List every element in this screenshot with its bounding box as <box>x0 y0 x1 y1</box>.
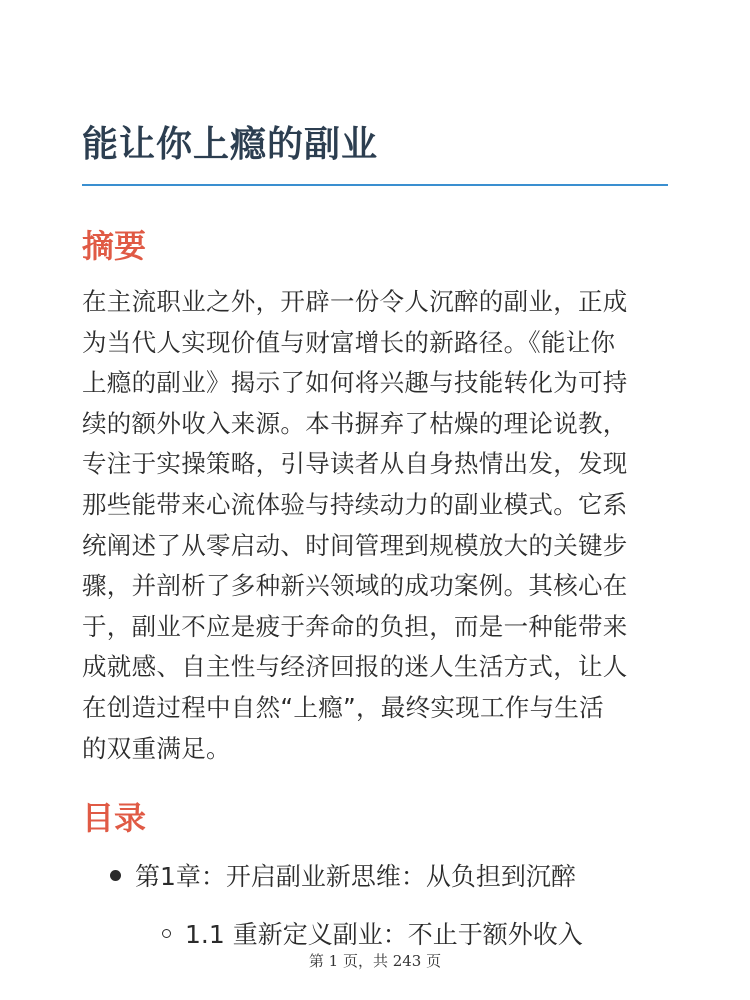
bullet-disc-icon <box>110 870 121 881</box>
summary-line: 专注于实操策略，引导读者从自身热情出发，发现 <box>82 449 628 479</box>
summary-line: 的双重满足。 <box>82 733 231 763</box>
summary-line: 上瘾的副业》揭示了如何将兴趣与技能转化为可持 <box>82 368 628 398</box>
summary-paragraph <box>82 282 682 769</box>
toc-item-label: 第1章：开启副业新思维：从负担到沉醉 <box>135 862 576 891</box>
page-title: 能让你上瘾的副业 <box>82 124 379 165</box>
summary-line: 续的额外收入来源。本书摒弃了枯燥的理论说教， <box>82 408 628 438</box>
page-number-footer: 第 1 页，共 243 页 <box>308 952 442 970</box>
title-divider <box>82 184 668 186</box>
summary-line: 于，副业不应是疲于奔命的负担，而是一种能带来 <box>82 611 628 641</box>
toc-item-section-1-1[interactable] <box>162 915 583 951</box>
summary-line: 成就感、自主性与经济回报的迷人生活方式，让人 <box>82 652 628 682</box>
summary-line: 统阐述了从零启动、时间管理到规模放大的关键步 <box>82 530 628 560</box>
summary-line: 为当代人实现价值与财富增长的新路径。《能让你 <box>82 327 616 357</box>
summary-line: 骤，并剖析了多种新兴领域的成功案例。其核心在 <box>82 571 628 601</box>
summary-line: 那些能带来心流体验与持续动力的副业模式。它系 <box>82 489 628 519</box>
summary-line: 在创造过程中自然“上瘾”，最终实现工作与生活 <box>82 692 604 722</box>
toc-item-label: 1.1 重新定义副业：不止于额外收入 <box>185 920 583 949</box>
summary-heading: 摘要 <box>82 227 147 265</box>
summary-line: 在主流职业之外，开辟一份令人沉醉的副业，正成 <box>82 287 628 316</box>
bullet-circle-icon <box>162 929 171 938</box>
toc-item-chapter-1[interactable] <box>110 857 576 893</box>
toc-heading: 目录 <box>82 799 147 837</box>
